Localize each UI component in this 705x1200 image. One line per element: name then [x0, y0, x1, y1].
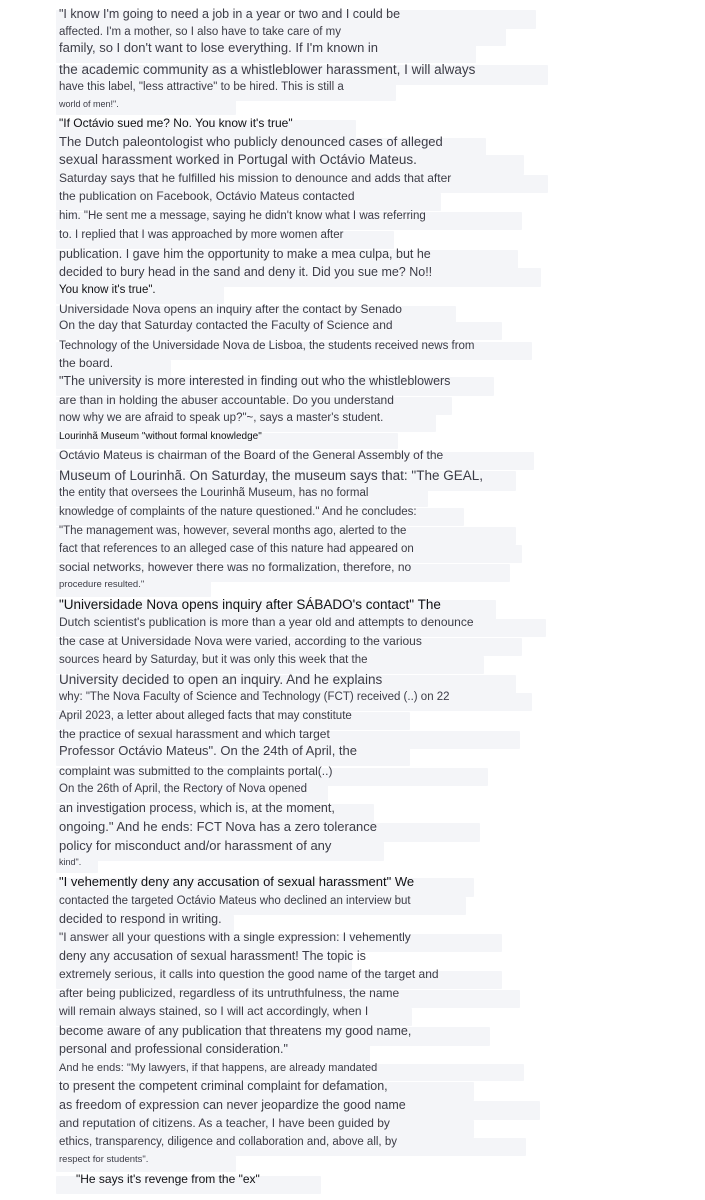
text-line: ongoing." And he ends: FCT Nova has a zero tolerance — [59, 819, 378, 834]
text-line: respect for students". — [59, 1154, 149, 1165]
section-heading-line: "Universidade Nova opens inquiry after SÁBADO's contact" The — [59, 597, 441, 612]
text-line: April 2023, a letter about alleged facts that may constitute — [59, 710, 352, 722]
text-line: decided to bury head in the sand and deny it. Did you sue me? No!! — [59, 265, 433, 279]
section-heading-line: You know it's true". — [59, 284, 156, 296]
text-line: Dutch scientist's publication is more than a year old and attempts to denounce — [59, 615, 474, 629]
text-line: deny any accusation of sexual harassment! The topic is — [59, 949, 366, 963]
text-line: an investigation process, which is, at the moment, — [59, 801, 335, 815]
text-line: social networks, however there was no formalization, therefore, no — [59, 560, 412, 574]
text-line: the board. — [59, 356, 114, 370]
text-line: the academic community as a whistleblower harassment, I will always — [59, 62, 476, 77]
section-heading-line: Lourinhã Museum "without formal knowledge" — [59, 431, 262, 442]
text-line: On the 26th of April, the Rectory of Nova opened — [59, 783, 308, 795]
text-line: as freedom of expression can never jeopardize the good name — [59, 1098, 406, 1112]
section-heading-line: "He says it's revenge from the "ex" — [76, 1172, 260, 1186]
text-line: "The management was, however, several months ago, alerted to the — [59, 525, 407, 537]
text-line: and reputation of citizens. As a teacher, I have been guided by — [59, 1116, 390, 1130]
text-line: The Dutch paleontologist who publicly denounced cases of alleged — [59, 134, 443, 149]
section-heading-line: "If Octávio sued me? No. You know it's true" — [59, 116, 293, 130]
text-line: Museum of Lourinhã. On Saturday, the museum says that: "The GEAL, — [59, 468, 483, 483]
text-line: will remain always stained, so I will act accordingly, when I — [59, 1004, 369, 1018]
text-line: And he ends: "My lawyers, if that happens, are already mandated — [59, 1062, 378, 1074]
text-line: "The university is more interested in finding out who the whistleblowers — [59, 374, 451, 388]
text-line: Universidade Nova opens an inquiry after the contact by Senado — [59, 302, 402, 316]
text-line: are than in holding the abuser accountable. Do you understand — [59, 393, 394, 407]
text-line: sources heard by Saturday, but it was only this week that the — [59, 654, 368, 666]
text-line: become aware of any publication that threatens my good name, — [59, 1024, 412, 1038]
text-line: to present the competent criminal complaint for defamation, — [59, 1079, 388, 1093]
text-line: him. "He sent me a message, saying he didn't know what I was referring — [59, 210, 426, 222]
text-line: Octávio Mateus is chairman of the Board of the General Assembly of the — [59, 448, 444, 462]
text-line: why: "The Nova Faculty of Science and Technology (FCT) received (..) on 22 — [59, 691, 450, 703]
text-line: procedure resulted." — [59, 579, 145, 590]
text-line: University decided to open an inquiry. And he explains — [59, 672, 383, 687]
section-heading-line: "I vehemently deny any accusation of sexual harassment" We — [59, 874, 415, 889]
text-line: ethics, transparency, diligence and collaboration and, above all, by — [59, 1136, 397, 1148]
text-line: kind". — [59, 857, 82, 867]
text-line: "I answer all your questions with a single expression: I vehemently — [59, 930, 411, 944]
text-line: personal and professional consideration." — [59, 1042, 288, 1056]
text-line: On the day that Saturday contacted the Faculty of Science and — [59, 318, 393, 332]
text-line: have this label, "less attractive" to be hired. This is still a — [59, 81, 344, 93]
text-line: the practice of sexual harassment and which target — [59, 727, 330, 741]
text-line: now why we are afraid to speak up?"~, says a master's student. — [59, 412, 384, 424]
text-line: the case at Universidade Nova were varied, according to the various — [59, 634, 422, 648]
text-line: affected. I'm a mother, so I also have to take care of my — [59, 26, 341, 38]
text-line: Saturday says that he fulfilled his mission to denounce and adds that after — [59, 171, 452, 185]
text-line: fact that references to an alleged case of this nature had appeared on — [59, 543, 414, 555]
text-line: publication. I gave him the opportunity to make a mea culpa, but he — [59, 247, 431, 261]
text-line: sexual harassment worked in Portugal with Octávio Mateus. — [59, 152, 417, 167]
text-line: policy for misconduct and/or harassment of any — [59, 838, 332, 853]
text-line: family, so I don't want to lose everything. If I'm known in — [59, 40, 379, 55]
text-line: the entity that oversees the Lourinhã Museum, has no formal — [59, 487, 369, 499]
text-line: contacted the targeted Octávio Mateus who declined an interview but — [59, 895, 411, 907]
text-line: Professor Octávio Mateus". On the 24th of April, the — [59, 743, 357, 758]
text-line: world of men!". — [59, 99, 119, 109]
text-line: to. I replied that I was approached by more women after — [59, 229, 344, 241]
text-line: extremely serious, it calls into question the good name of the target and — [59, 967, 439, 981]
text-line: knowledge of complaints of the nature questioned." And he concludes: — [59, 506, 417, 518]
text-line: "I know I'm going to need a job in a year or two and I could be — [59, 7, 401, 21]
text-line: after being publicized, regardless of its untruthfulness, the name — [59, 986, 400, 1000]
text-line: complaint was submitted to the complaints portal(..) — [59, 764, 333, 778]
text-line: Technology of the Universidade Nova de Lisboa, the students received news from — [59, 340, 475, 352]
text-line: decided to respond in writing. — [59, 912, 222, 926]
text-line: the publication on Facebook, Octávio Mateus contacted — [59, 189, 355, 203]
